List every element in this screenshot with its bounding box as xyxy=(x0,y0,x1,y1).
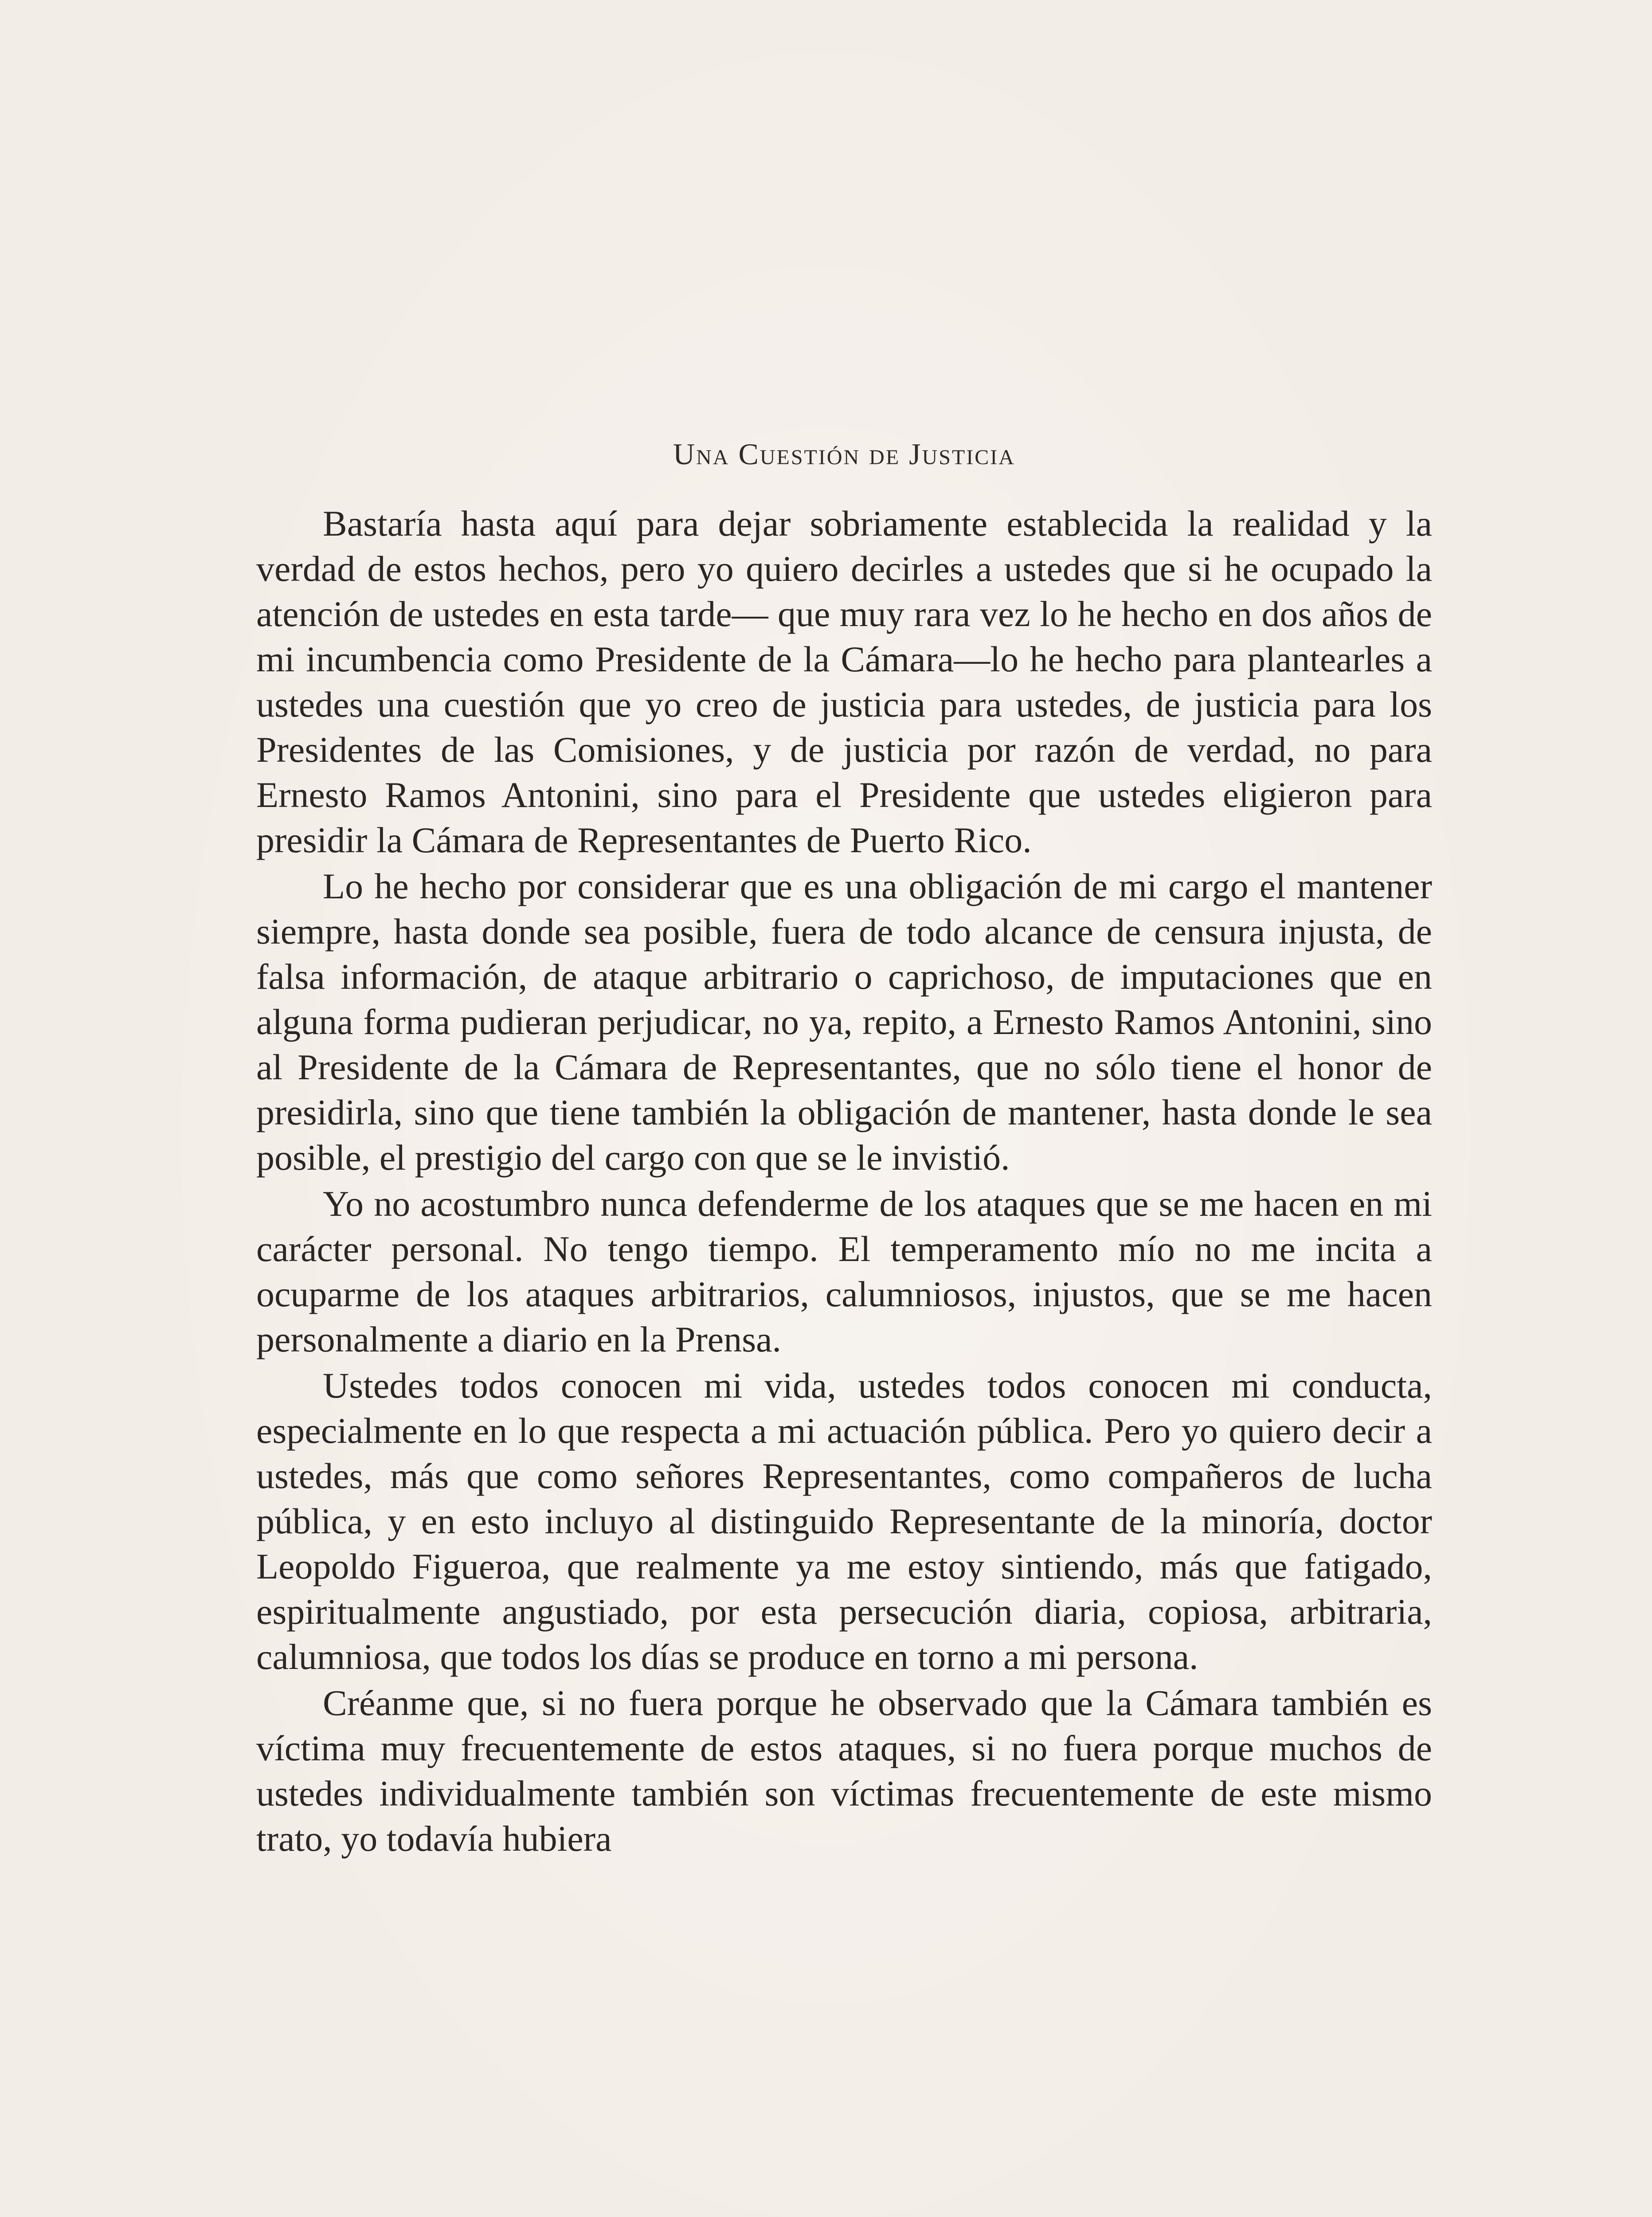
paragraph: Bastaría hasta aquí para dejar sobriamente establecida la realidad y la verdad de estos hechos, pero yo quiero decirles a ustedes que si he ocupado la atención de ustedes en esta tarde— que muy rara vez lo he hecho en dos años de mi incumbencia como Presidente de la Cámara—lo he hecho para plantearles a ustedes una cuestión que yo creo de justicia para ustedes, de justicia para los Presidentes de las Comisiones, y de justicia por razón de verdad, no para Ernesto Ramos Antonini, sino para el Presidente que ustedes eligieron para presidir la Cámara de Representantes de Puerto Rico. xyxy=(256,503,1432,860)
paragraph: Yo no acostumbro nunca defenderme de los ataques que se me hacen en mi carácter personal. No tengo tiempo. El temperamento mío no me incita a ocuparme de los ataques arbitrarios, calumniosos, injustos, que se me hacen personalmente a diario en la Prensa. xyxy=(256,1183,1432,1359)
running-head: Una Cuestión de Justicia xyxy=(673,437,1015,471)
body-text xyxy=(256,501,1432,1861)
paragraph: Lo he hecho por considerar que es una obligación de mi cargo el mantener siempre, hasta donde sea posible, fuera de todo alcance de censura injusta, de falsa información, de ataque arbitrario o caprichoso, de imputaciones que en alguna forma pudieran perjudicar, no ya, repito, a Ernesto Ramos Antonini, sino al Presidente de la Cámara de Representantes, que no sólo tiene el honor de presidirla, sino que tiene también la obligación de mantener, hasta donde le sea posible, el prestigio del cargo con que se le invistió. xyxy=(256,866,1432,1178)
paragraph: Créanme que, si no fuera porque he observado que la Cámara también es víctima muy frecuentemente de estos ataques, si no fuera porque muchos de ustedes individualmente también son víctimas frecuentemente de este mismo trato, yo todavía hubiera xyxy=(256,1683,1432,1859)
paragraph: Ustedes todos conocen mi vida, ustedes todos conocen mi conducta, especialmente en lo que respecta a mi actuación pública. Pero yo quiero decir a ustedes, más que como señores Representantes, como compañeros de lucha pública, y en esto incluyo al distinguido Representante de la minoría, doctor Leopoldo Figueroa, que realmente ya me estoy sintiendo, más que fatigado, espiritualmente angustiado, por esta persecución diaria, copiosa, arbitraria, calumniosa, que todos los días se produce en torno a mi persona. xyxy=(256,1365,1432,1677)
